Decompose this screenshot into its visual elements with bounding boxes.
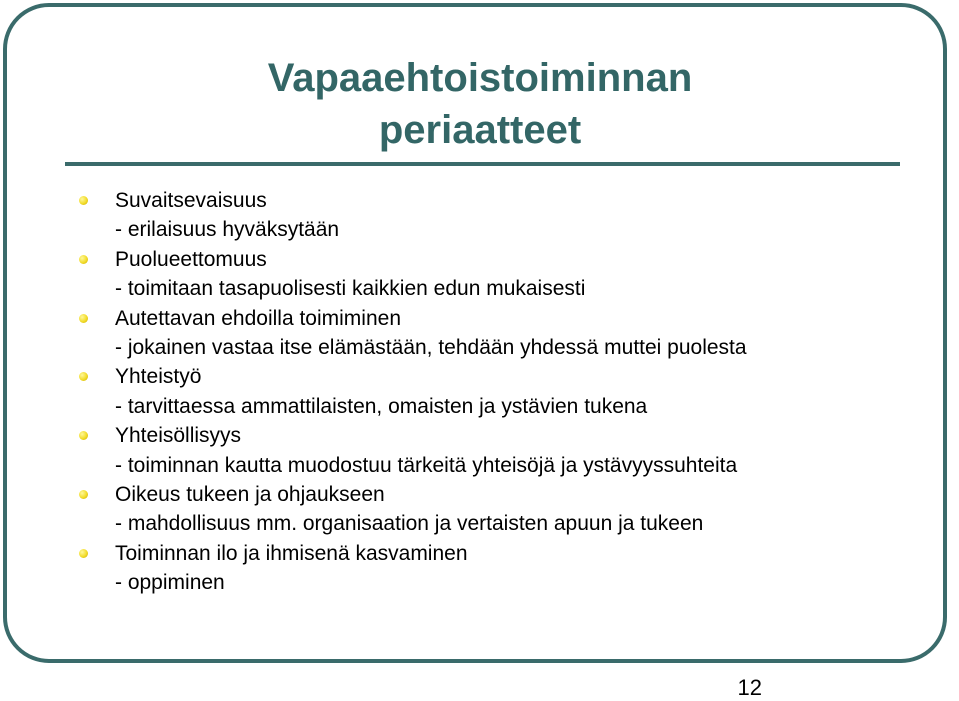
bullet-item — [78, 362, 938, 421]
bullet-heading: Oikeus tukeen ja ohjaukseen — [115, 483, 385, 507]
bullet-detail: - erilaisuus hyväksytään — [115, 218, 340, 242]
bullet-item — [78, 480, 938, 539]
yellow-dot-bullet-icon — [79, 549, 88, 558]
bullet-heading: Yhteisöllisyys — [115, 424, 242, 448]
slide-title-line-1: Vapaaehtoistoiminnan — [267, 56, 693, 100]
bullet-item — [78, 421, 938, 480]
title-divider — [65, 162, 900, 166]
page-number: 12 — [737, 675, 762, 700]
bullet-item — [78, 539, 938, 598]
yellow-dot-bullet-icon — [79, 314, 88, 323]
bullet-heading: Yhteistyö — [115, 365, 202, 389]
bullet-detail: - tarvittaessa ammattilaisten, omaisten ja ystävien tukena — [115, 394, 648, 418]
bullet-item — [78, 186, 938, 245]
yellow-dot-bullet-icon — [79, 255, 88, 264]
bullet-heading: Toiminnan ilo ja ihmisenä kasvaminen — [115, 541, 468, 565]
bullet-detail: - toiminnan kautta muodostuu tärkeitä yhteisöjä ja ystävyyssuhteita — [115, 453, 738, 477]
bullet-detail: - mahdollisuus mm. organisaation ja vertaisten apuun ja tukeen — [115, 512, 704, 536]
yellow-dot-bullet-icon — [79, 196, 88, 205]
bullet-list — [78, 186, 938, 598]
yellow-dot-bullet-icon — [79, 490, 88, 499]
bullet-heading: Suvaitsevaisuus — [115, 189, 267, 212]
bullet-item — [78, 304, 938, 363]
bullet-item — [78, 245, 938, 304]
bullet-detail: - jokainen vastaa itse elämästään, tehdään yhdessä muttei puolesta — [115, 336, 747, 360]
bullet-detail: - toimitaan tasapuolisesti kaikkien edun mukaisesti — [115, 277, 586, 301]
bullet-heading: Puolueettomuus — [115, 247, 267, 271]
bullet-heading: Autettavan ehdoilla toimiminen — [115, 306, 402, 330]
slide-title-line-2: periaatteet — [378, 108, 582, 152]
bullet-detail: - oppiminen — [115, 571, 225, 595]
